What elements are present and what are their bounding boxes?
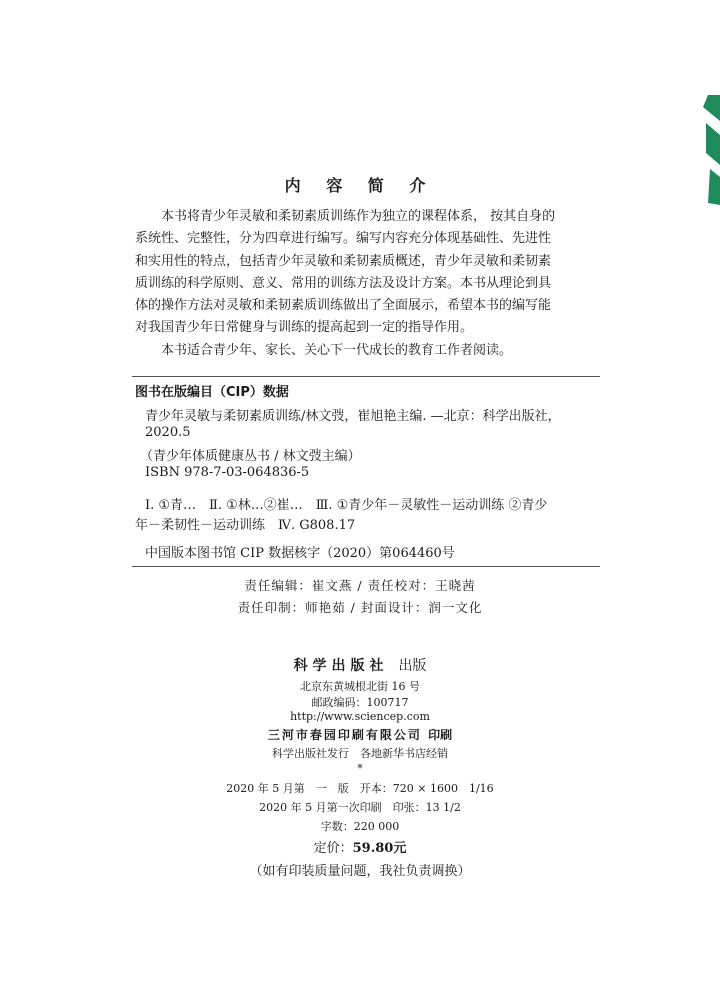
cip-bottom-rule <box>132 566 600 567</box>
cip-classification-line: Ⅰ. ①青… Ⅱ. ①林…②崔… Ⅲ. ①青少年－灵敏性－运动训练 ②青少 <box>145 498 548 513</box>
printer-name-text: 三河市春园印刷有限公司 <box>267 728 422 742</box>
cip-bibliographic-line: 青少年灵敏与柔韧素质训练/林文弢，崔旭艳主编. —北京：科学出版社， <box>145 409 561 424</box>
cip-title: 图书在版编目（CIP）数据 <box>135 385 289 400</box>
content-summary-body <box>135 206 595 362</box>
summary-line: 对我国青少年日常健身与训练的提高起到一定的指导作用。 <box>135 320 474 336</box>
cip-isbn: ISBN 978-7-03-064836-5 <box>145 465 310 480</box>
publisher-action: 出版 <box>398 658 427 674</box>
cip-series-line: （青少年体质健康丛书 / 林文弢主编） <box>140 449 361 464</box>
printer-name <box>0 726 720 743</box>
publisher-name-text: 科学出版社 <box>293 658 389 674</box>
summary-line: 和实用性的特点，包括青少年灵敏和柔韧素质概述，青少年灵敏和柔韧素 <box>135 253 552 269</box>
cip-record-number: 中国版本图书馆 CIP 数据核字（2020）第064460号 <box>145 546 455 561</box>
price-line <box>0 837 720 856</box>
summary-line: 本书将青少年灵敏和柔韧素质训练作为独立的课程体系， 按其自身的 <box>135 209 556 224</box>
distribution-line: 科学出版社发行 各地新华书店经销 <box>272 747 448 760</box>
production-credits: 责任印制：师艳茹 / 封面设计：润一文化 <box>237 600 483 615</box>
publisher-address: 北京东黄城根北街 16 号 <box>300 680 420 693</box>
summary-line: 系统性、完整性，分为四章进行编写。编写内容充分体现基础性、先进性 <box>135 231 552 247</box>
publisher-name <box>0 655 720 675</box>
printing-line: 2020 年 5 月第一次印刷 印张：13 1/2 <box>259 801 461 814</box>
edition-line: 2020 年 5 月第 一 版 开本：720 × 1600 1/16 <box>226 782 494 795</box>
publisher-postcode: 邮政编码：100717 <box>311 696 409 709</box>
summary-line: 本书适合青少年、家长、关心下一代成长的教育工作者阅读。 <box>135 342 513 358</box>
publisher-url: http://www.sciencep.com <box>290 710 430 723</box>
price-label: 定价： <box>313 841 353 856</box>
cip-date-line: 2020.5 <box>145 425 191 440</box>
summary-line: 体的操作方法对灵敏和柔韧素质训练做出了全面展示，希望本书的编写能 <box>135 298 552 314</box>
separator-star: * <box>357 762 363 775</box>
editor-credits: 责任编辑：崔文燕 / 责任校对：王晓茜 <box>244 578 476 593</box>
word-count: 字数：220 000 <box>320 820 400 833</box>
quality-notice: （如有印装质量问题，我社负责调换） <box>249 864 471 879</box>
summary-line: 质训练的科学原则、意义、常用的训练方法及设计方案。本书从理论到具 <box>135 275 552 291</box>
printer-action: 印刷 <box>428 728 453 742</box>
price-value: 59.80元 <box>352 841 407 856</box>
cip-top-rule <box>132 376 600 377</box>
cip-classification-line: 年－柔韧性－运动训练 Ⅳ. G808.17 <box>135 518 356 533</box>
content-summary-title: 内 容 简 介 <box>284 176 436 195</box>
